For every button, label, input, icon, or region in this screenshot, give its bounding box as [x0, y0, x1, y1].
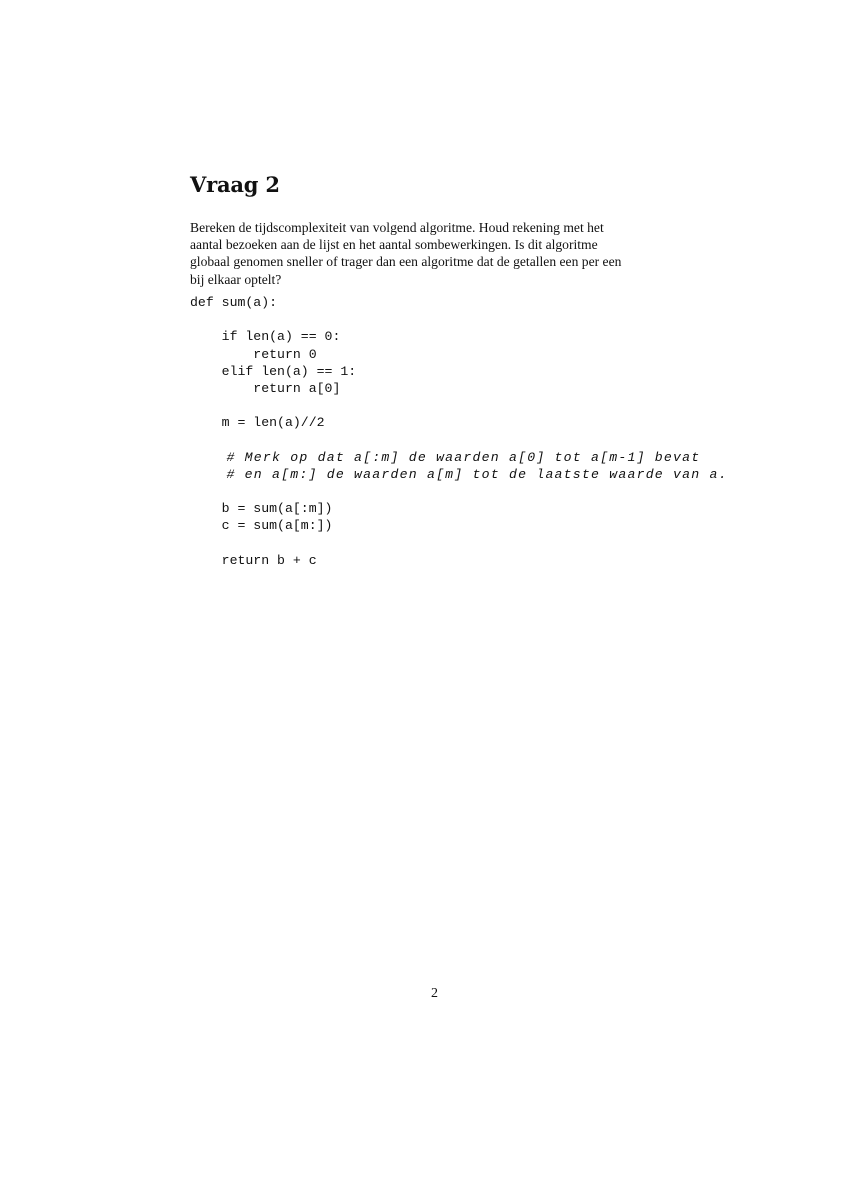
code-line-return-total: return b + c	[190, 552, 317, 568]
code-line-blank	[190, 483, 728, 500]
page-number: 2	[431, 986, 438, 1001]
question-text-line: aantal bezoeken aan de lijst en het aantal sombewerkingen. Is dit algoritme	[190, 237, 598, 253]
code-line-def: def sum(a):	[190, 295, 278, 310]
question-text-line: globaal genomen sneller of trager dan een algoritme dat de getallen een per een	[190, 254, 622, 270]
question-heading: Vraag 2	[190, 172, 280, 197]
code-line-blank	[190, 432, 728, 449]
code-line-elif: elif len(a) == 1:	[190, 363, 357, 379]
question-text	[190, 219, 700, 288]
code-line-return-zero: return 0	[190, 346, 317, 362]
code-line-return-first: return a[0]	[190, 380, 341, 396]
code-comment-line: # en a[m:] de waarden a[m] tot de laatste waarde van a.	[190, 466, 728, 482]
code-line-blank	[190, 311, 728, 328]
code-line-if: if len(a) == 0:	[190, 329, 341, 345]
question-text-line: bij elkaar optelt?	[190, 271, 282, 287]
code-line-midpoint: m = len(a)//2	[190, 415, 325, 431]
code-line-blank	[190, 397, 728, 414]
code-line-left-sum: b = sum(a[:m])	[190, 501, 333, 517]
code-line-right-sum: c = sum(a[m:])	[190, 518, 333, 534]
code-comment-line: # Merk op dat a[:m] de waarden a[0] tot a[m-1] bevat	[190, 449, 701, 465]
code-line-blank	[190, 535, 728, 552]
question-text-line: Bereken de tijdscomplexiteit van volgend algoritme. Houd rekening met het	[190, 220, 604, 235]
code-listing	[190, 294, 728, 569]
